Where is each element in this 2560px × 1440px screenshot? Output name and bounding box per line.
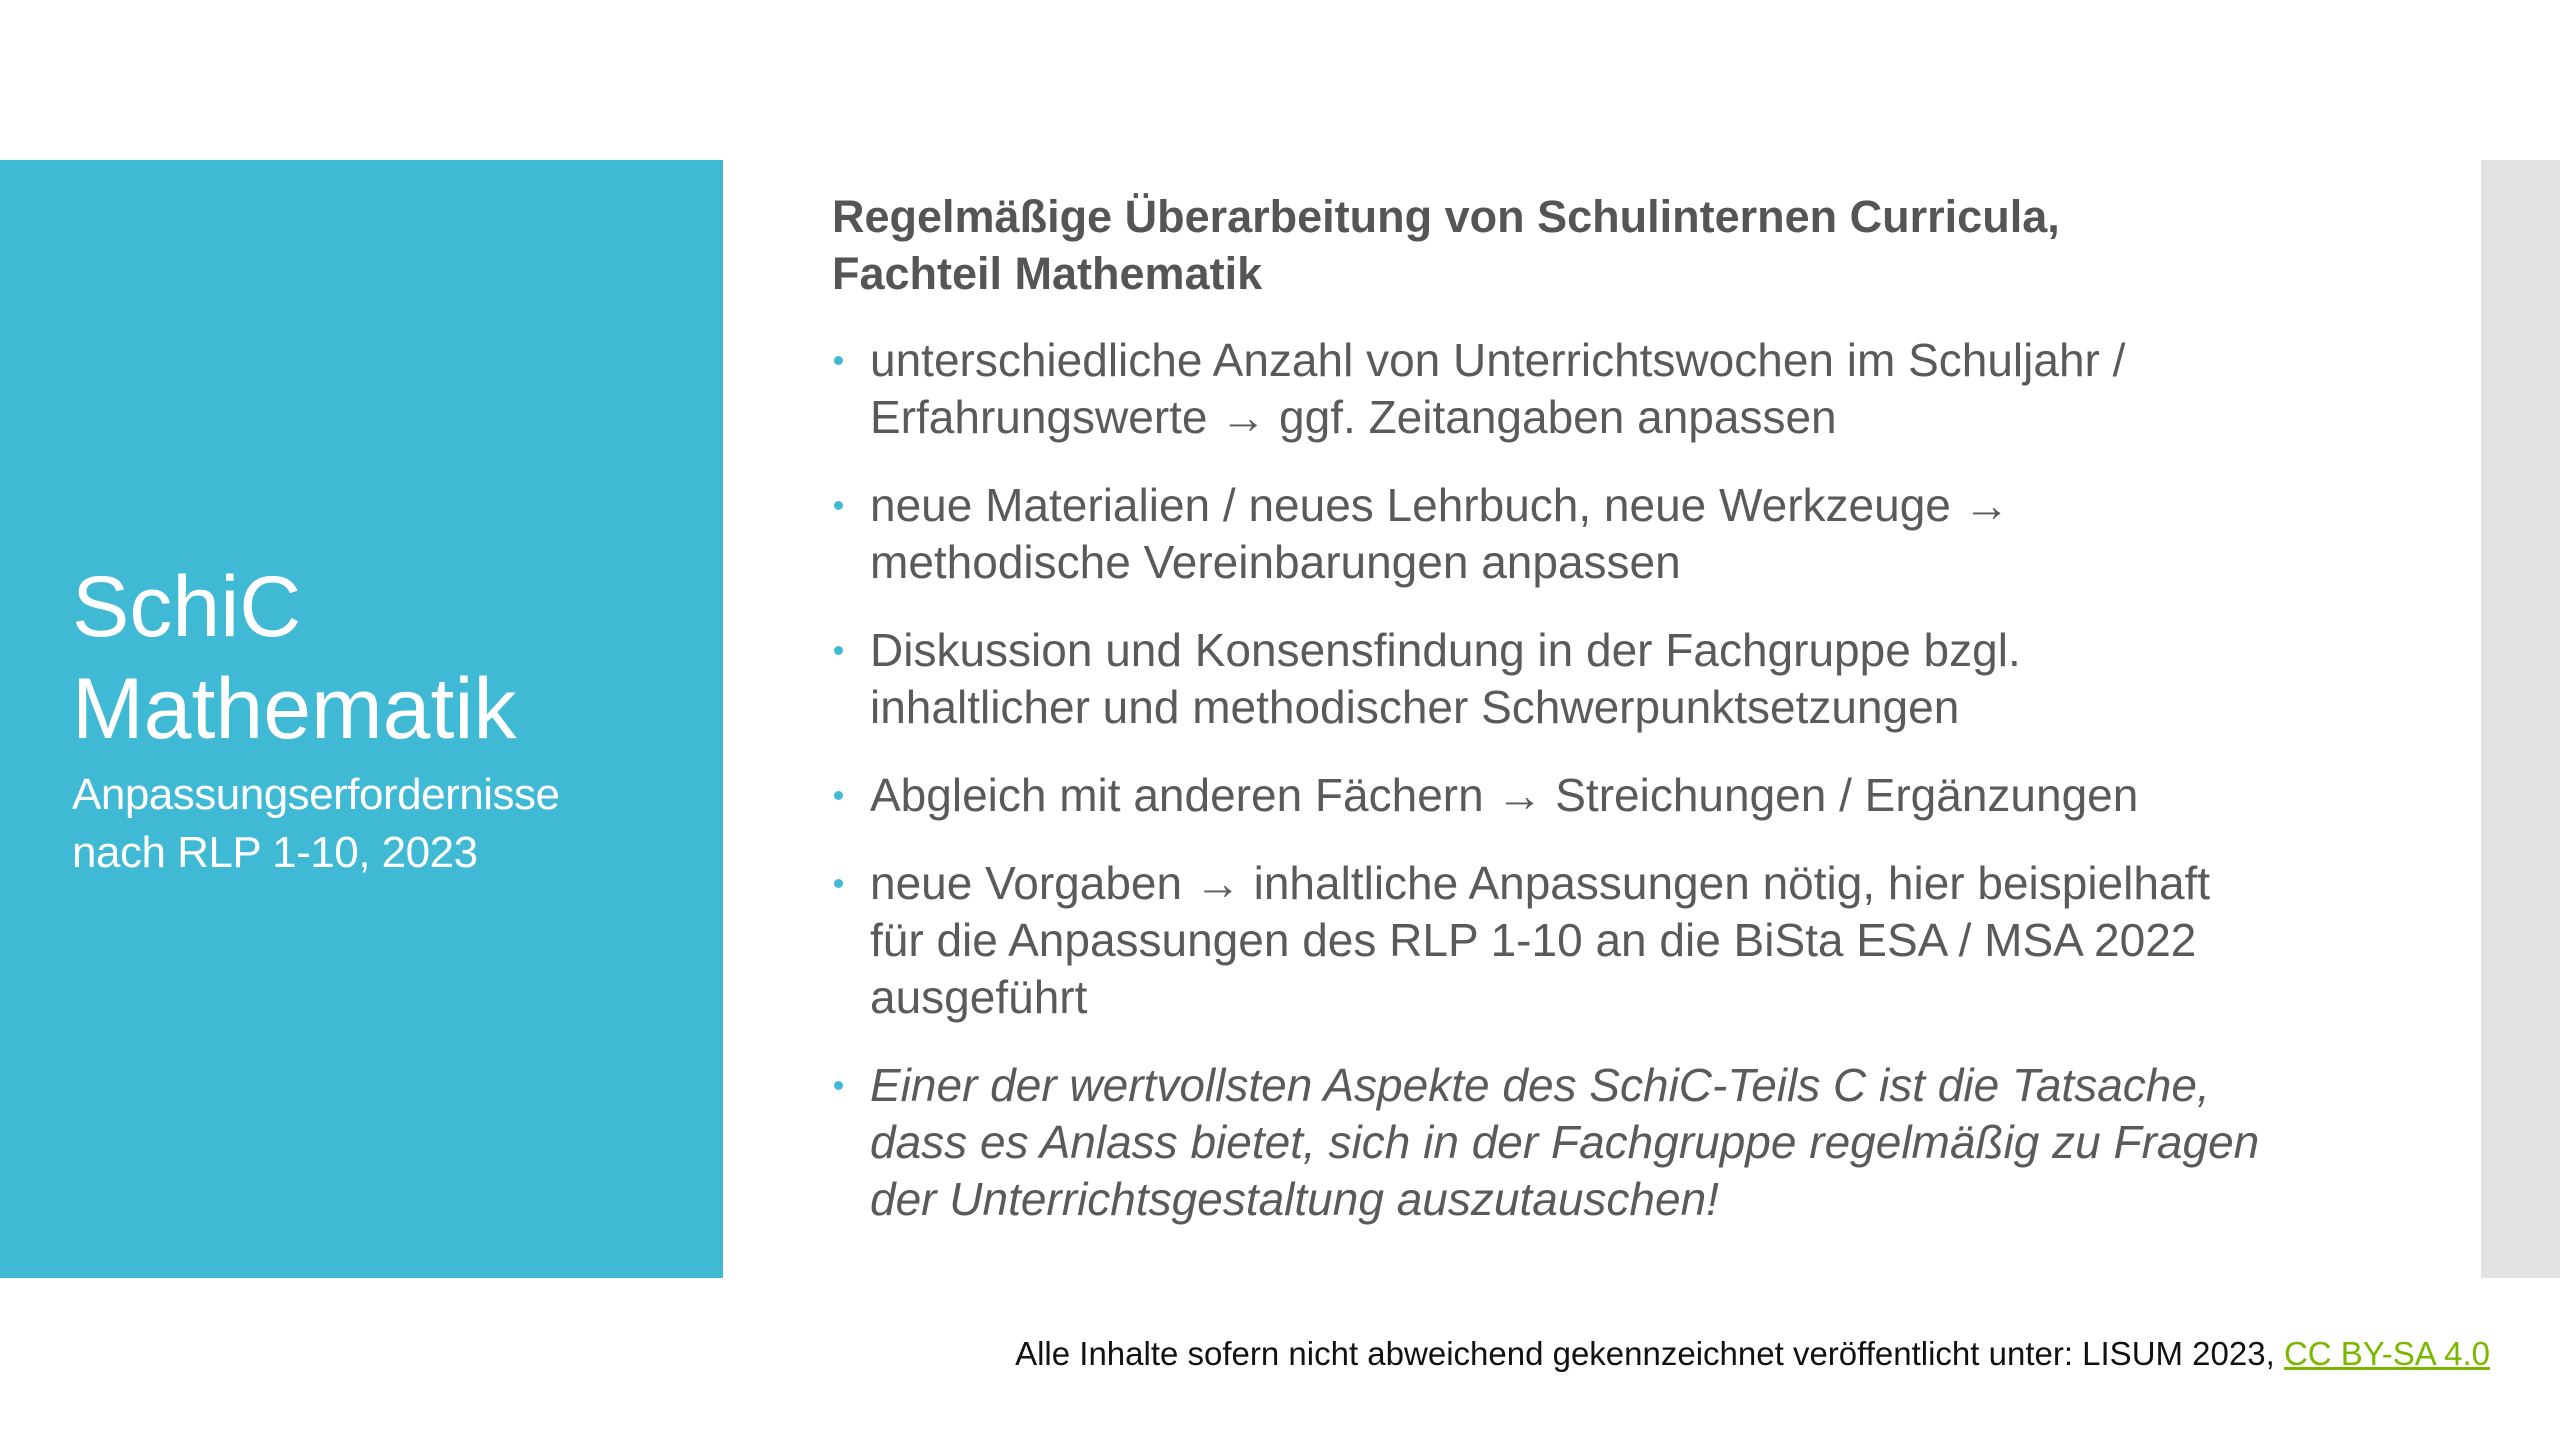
list-item (832, 767, 2332, 824)
list-item (832, 855, 2332, 1026)
bullet-line: neue Materialien / neues Lehrbuch, neue Werkzeuge → (870, 479, 2010, 531)
bullet-list (832, 332, 2332, 1228)
content-heading-line2: Fachteil Mathematik (832, 248, 1263, 299)
content-heading-line1: Regelmäßige Überarbeitung von Schulinternen Curricula, (832, 191, 2060, 242)
decorative-side-bar (2481, 160, 2560, 1278)
list-item (832, 477, 2332, 591)
slide-title (72, 556, 712, 760)
bullet-line: Diskussion und Konsensfindung in der Fachgruppe bzgl. (870, 624, 2021, 676)
content-heading (832, 188, 2332, 302)
bullet-line: dass es Anlass bietet, sich in der Fachgruppe regelmäßig zu Fragen (870, 1116, 2260, 1168)
license-footer (1015, 1335, 2490, 1373)
bullet-line: inhaltlicher und methodischer Schwerpunktsetzungen (870, 681, 1960, 733)
slide-subtitle-line1: Anpassungserfordernisse (72, 770, 560, 819)
bullet-line: der Unterrichtsgestaltung auszutauschen! (870, 1173, 1719, 1225)
bullet-line: Abgleich mit anderen Fächern → Streichungen / Ergänzungen (870, 769, 2139, 821)
footer-text: Alle Inhalte sofern nicht abweichend gekennzeichnet veröffentlicht unter: LISUM 2023, (1015, 1335, 2284, 1372)
bullet-dot-icon (834, 646, 843, 655)
content-area (832, 188, 2332, 1259)
bullet-line: unterschiedliche Anzahl von Unterrichtswochen im Schuljahr / (870, 334, 2126, 386)
list-item (832, 622, 2332, 736)
bullet-line: für die Anpassungen des RLP 1-10 an die BiSta ESA / MSA 2022 (870, 914, 2197, 966)
slide-subtitle (72, 766, 712, 882)
bullet-line: Einer der wertvollsten Aspekte des SchiC-Teils C ist die Tatsache, (870, 1059, 2210, 1111)
slide-title-line1: SchiC (72, 559, 302, 655)
bullet-dot-icon (834, 501, 843, 510)
title-block (72, 556, 712, 882)
bullet-line: methodische Vereinbarungen anpassen (870, 536, 1681, 588)
slide-title-line2: Mathematik (72, 661, 517, 757)
license-link[interactable]: CC BY-SA 4.0 (2283, 1335, 2490, 1372)
bullet-dot-icon (834, 791, 843, 800)
bullet-dot-icon (834, 879, 843, 888)
bullet-line: ausgeführt (870, 971, 1088, 1023)
bullet-dot-icon (834, 1081, 843, 1090)
bullet-line: neue Vorgaben → inhaltliche Anpassungen nötig, hier beispielhaft (870, 857, 2211, 909)
slide-subtitle-line2: nach RLP 1-10, 2023 (72, 828, 478, 877)
list-item (832, 332, 2332, 446)
bullet-dot-icon (834, 356, 843, 365)
bullet-line: Erfahrungswerte → ggf. Zeitangaben anpassen (870, 391, 1837, 443)
list-item (832, 1057, 2332, 1228)
